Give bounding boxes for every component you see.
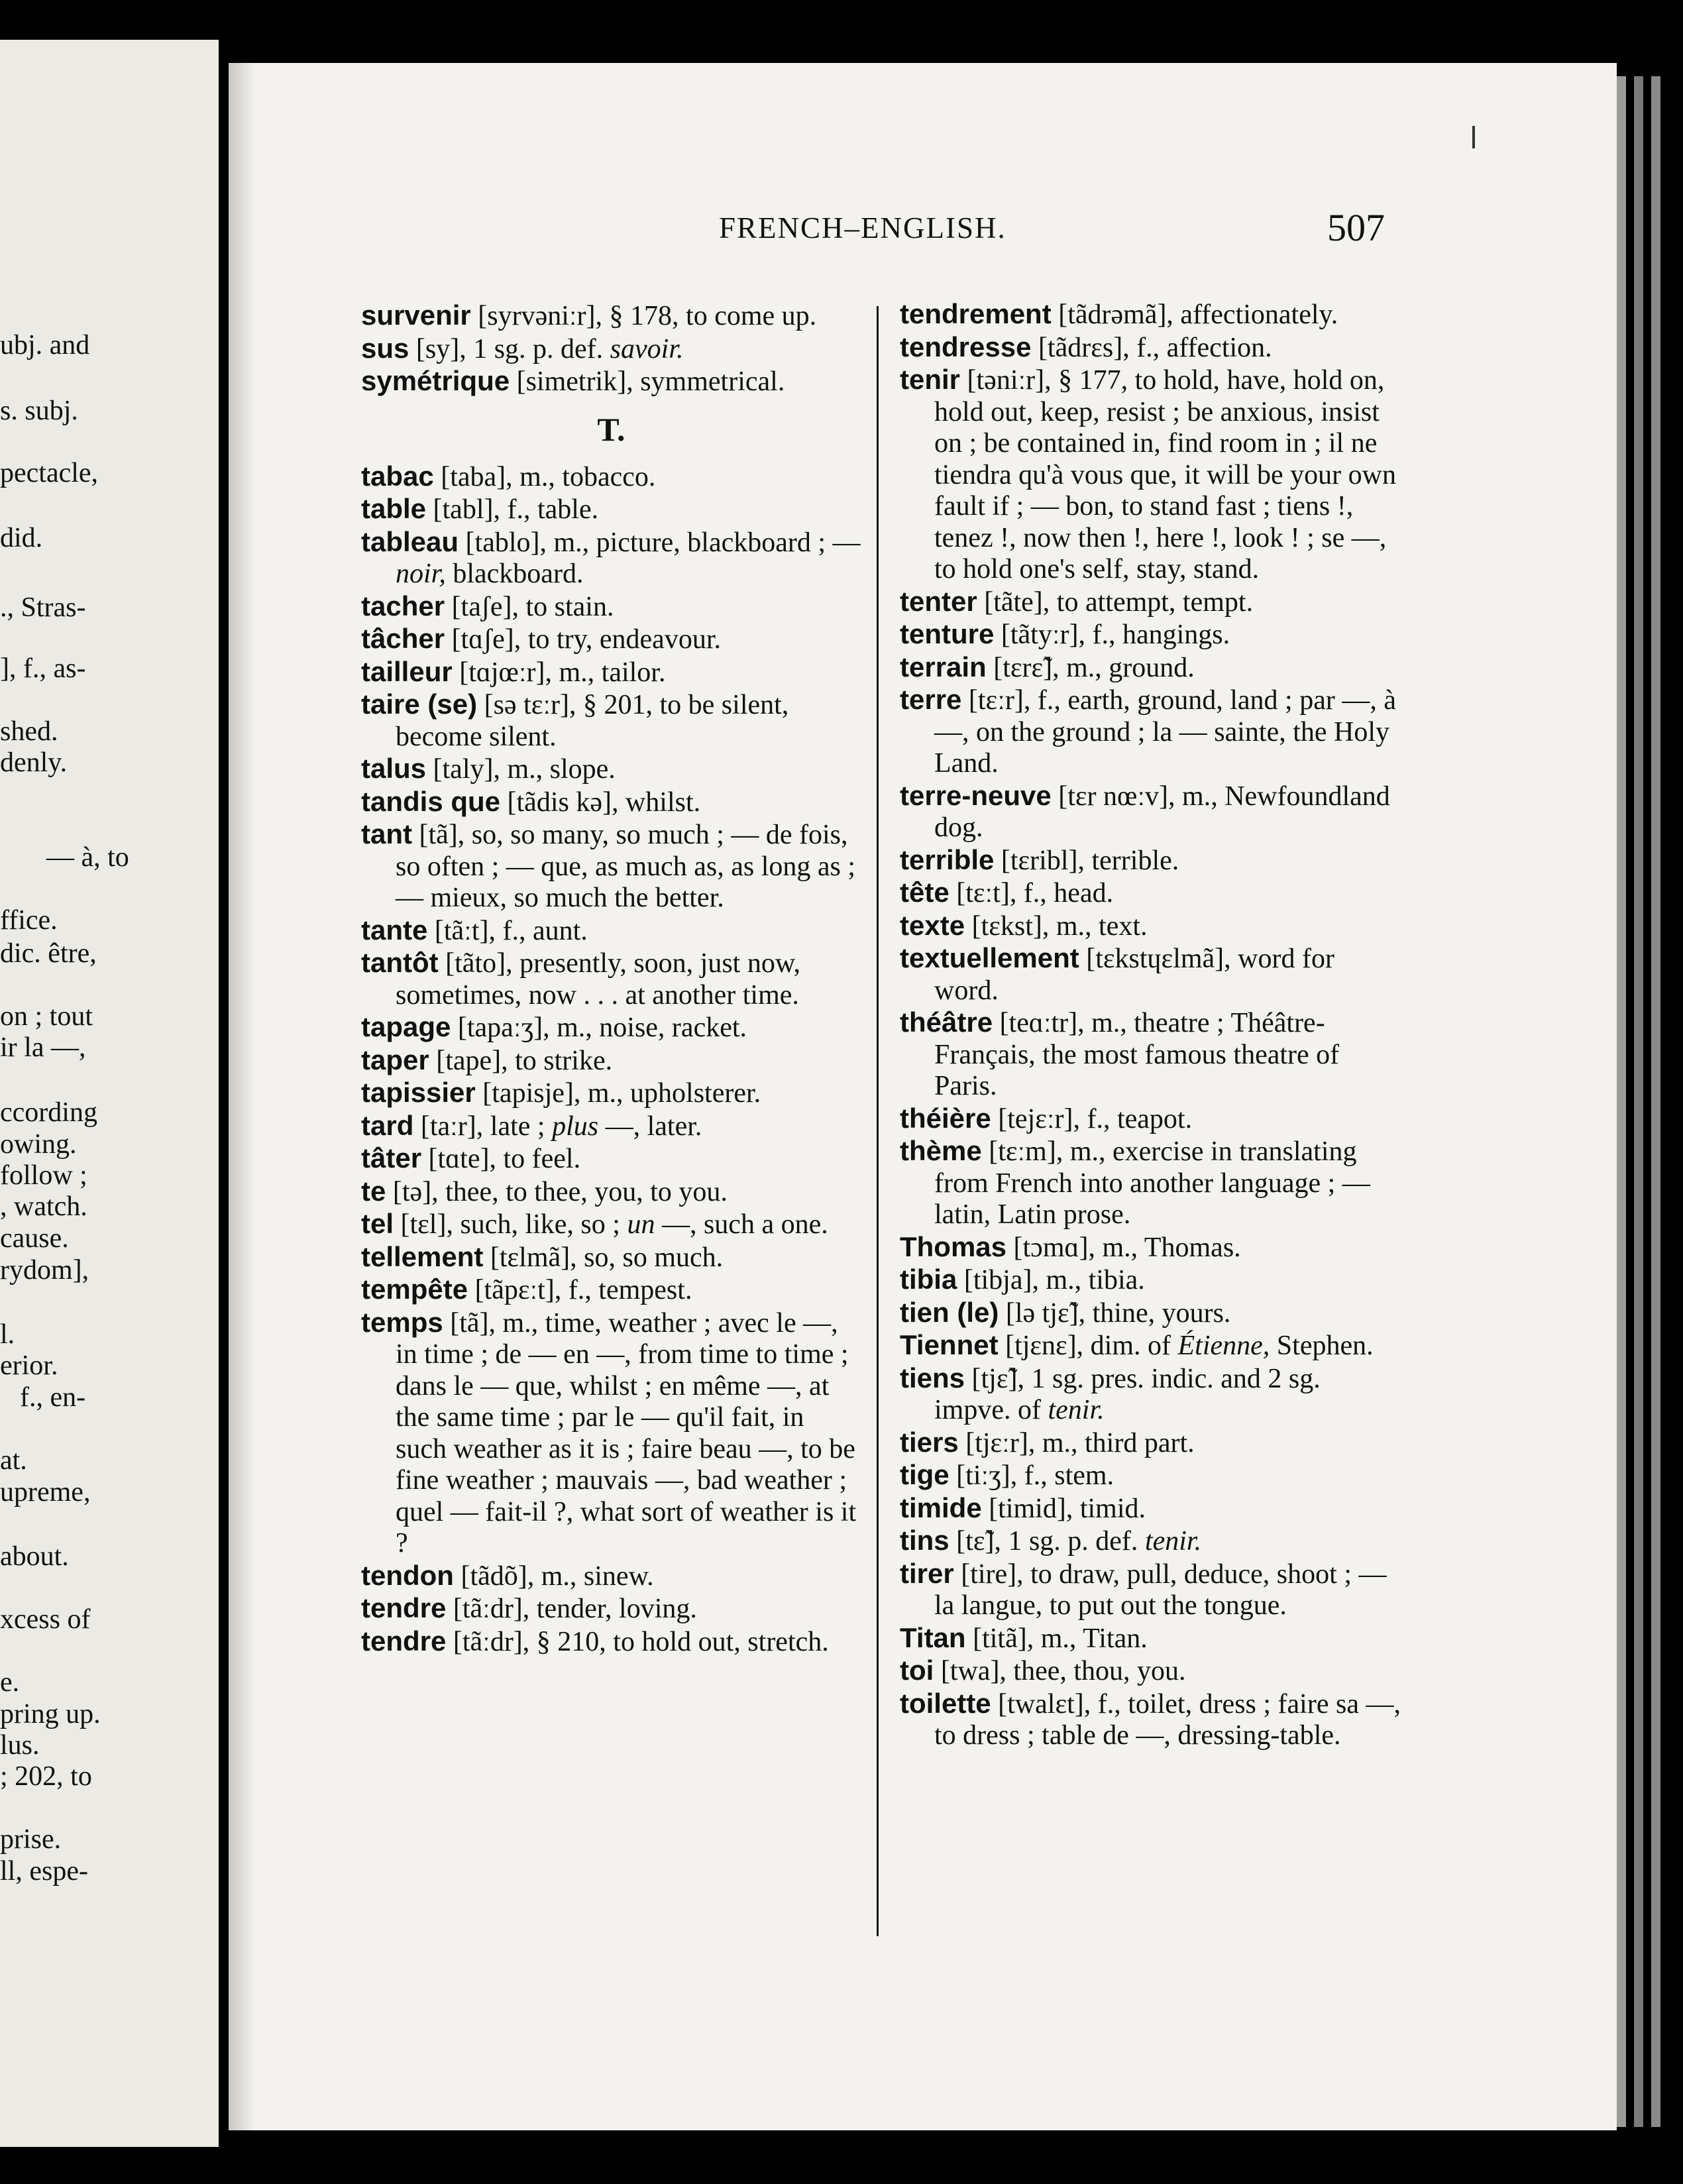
headword: tabac [361,460,434,492]
facing-page-fragment: shed. [0,716,58,747]
dictionary-entry [900,1427,1403,1460]
headword: tibia [900,1264,957,1295]
dictionary-entry [900,910,1403,943]
page-edge-stack [1634,76,1643,2127]
definition-tail: blackboard. [445,559,584,589]
headword: sus [361,332,409,364]
page-number: 507 [1327,206,1385,249]
italic-term: tenir. [1048,1395,1105,1425]
headword: thème [900,1135,982,1166]
headword: tapage [361,1011,451,1042]
definition: [tɛlmã], so, so much. [483,1242,724,1273]
dictionary-entry [900,651,1403,684]
dictionary-entry [900,1492,1403,1525]
definition: [sə tɛːr], § 201, to be silent, become silent. [396,690,789,752]
headword: tendre [361,1625,447,1657]
dictionary-entry [361,300,861,333]
dictionary-entry [361,1110,861,1143]
dictionary-entry [900,364,1403,586]
definition: [tape], to strike. [429,1045,613,1076]
facing-page-fragment: cause. [0,1223,69,1254]
facing-page-fragment: ubj. and [0,330,90,360]
dictionary-entry [900,1135,1403,1231]
dictionary-entry [900,1558,1403,1622]
dictionary-entry [900,1362,1403,1427]
definition: [tã], so, so many, so much ; — de fois, so often ; — que, as much as, as long as ; — mieux, so much the better. [396,820,856,913]
dictionary-entry [361,947,861,1011]
definition-tail: —, such a one. [655,1209,828,1240]
definition: [tire], to draw, pull, deduce, shoot ; — la langue, to put out the tongue. [934,1558,1387,1621]
dictionary-entry [361,493,861,526]
dictionary-entry [361,1307,861,1560]
dictionary-entry [361,1044,861,1077]
headword: tel [361,1208,394,1239]
column-right [900,298,1403,1752]
definition: [taʃe], to stain. [445,591,614,622]
facing-page-fragment: pectacle, [0,458,99,488]
headword: textuellement [900,942,1079,973]
headword: tenture [900,618,995,649]
headword: tenter [900,585,977,617]
headword: tâcher [361,623,445,654]
definition: [lə tjɛ̃], thine, yours. [999,1297,1231,1329]
definition: [tãdõ], m., sinew. [453,1560,654,1592]
headword: tendre [361,1592,447,1623]
dictionary-entry [900,844,1403,877]
headword: théière [900,1102,991,1134]
definition: [tɛribl], terrible. [994,845,1179,876]
headword: tien (le) [900,1296,999,1328]
dictionary-entry [900,1688,1403,1752]
definition: [tãdrəmã], affectionately. [1051,300,1338,330]
facing-page-fragment: ccording [0,1097,97,1128]
definition: [tə], thee, to thee, you, to you. [386,1176,728,1207]
headword: talus [361,753,427,784]
headword: te [361,1175,386,1207]
facing-page-fragment: lus. [0,1730,40,1761]
facing-page-fragment: pring up. [0,1699,101,1729]
definition: [tãdrɛs], f., affection. [1031,332,1272,363]
dictionary-entry [361,688,861,753]
headword: symétrique [361,365,510,396]
headword: tandis que [361,785,501,817]
facing-page-fragment: ll, espe- [0,1856,88,1886]
definition: [tã], m., time, weather ; avec le —, in time ; de — en —, from time to time ; dans le — que, whilst ; en même —, at the same time ; par le — qu'il fait, in such weather as it is ; faire beau —, to be fine weather ; mauvais —, bad weather ; quel — fait-il ?, what sort of weather is it ? [396,1307,857,1558]
definition: [tɑjœːr], m., tailor. [452,657,666,688]
dictionary-entry [900,1103,1403,1136]
definition: [tjɛːr], m., third part. [958,1427,1195,1458]
dictionary-entry [900,942,1403,1007]
headword: tenir [900,364,961,395]
facing-page-fragment: s. subj. [0,396,78,426]
headword: tâter [361,1142,422,1174]
facing-page-fragment: erior. [0,1350,58,1381]
definition: [tɛl], such, like, so ; [394,1209,627,1240]
dictionary-entry [361,914,861,948]
facing-page-fragment: dic. être, [0,938,97,969]
dictionary-entry [361,656,861,689]
headword: terre-neuve [900,779,1052,811]
headword: texte [900,909,965,941]
definition: [tɛːr], f., earth, ground, land ; par —, à —, on the ground ; la — sainte, the Holy Land. [934,685,1396,779]
facing-page [0,40,219,2147]
headword: survenir [361,300,471,331]
dictionary-entry [361,1241,861,1274]
facing-page-fragment: upreme, [0,1477,91,1507]
definition: [twa], thee, thou, you. [934,1656,1186,1686]
headword: toilette [900,1687,991,1719]
facing-page-fragment: l. [0,1319,15,1350]
headword: tailleur [361,655,453,687]
italic-term: Étienne, [1177,1331,1270,1361]
dictionary-entry [361,1208,861,1241]
italic-term: tenir. [1144,1526,1202,1556]
definition: [taly], m., slope. [426,754,616,785]
headword: tante [361,914,428,946]
dictionary-entry [361,1077,861,1110]
italic-term: noir, [396,559,446,589]
definition: [tɛkst], m., text. [965,910,1148,942]
headword: Titan [900,1621,966,1653]
headword: terrain [900,651,987,682]
italic-term: plus [552,1111,599,1142]
facing-page-fragment: owing. [0,1129,77,1160]
dictionary-entry [361,818,861,914]
definition-tail: Stephen. [1270,1331,1374,1361]
dictionary-entry [361,590,861,624]
definition: [twalɛt], f., toilet, dress ; faire sa —, to dress ; table de —, dressing-table. [934,1688,1401,1751]
headword: tête [900,877,950,908]
dictionary-entry [900,298,1403,331]
headword: tiers [900,1426,959,1458]
definition: [tãːt], f., aunt. [427,915,588,946]
definition: [tãːdr], § 210, to hold out, stretch. [446,1626,829,1657]
dictionary-entry [900,1297,1403,1330]
page-edge-stack [1617,76,1626,2127]
dictionary-entry [900,1264,1403,1297]
dictionary-entry [900,1459,1403,1492]
definition: [tabl], f., table. [426,494,599,525]
facing-page-fragment: e. [0,1667,20,1698]
facing-page-text [0,40,219,2147]
headword: tins [900,1525,950,1556]
headword: terrible [900,844,995,875]
definition: [tibja], m., tibia. [957,1265,1145,1295]
headword: terre [900,684,962,715]
running-head: FRENCH–ENGLISH. [719,211,1006,245]
dictionary-entry [900,1231,1403,1264]
definition: [tɛrɛ̃], m., ground. [986,652,1195,683]
definition: [tãte], to attempt, tempt. [977,586,1254,618]
headword: tendon [361,1559,454,1591]
dictionary-entry [361,1142,861,1175]
definition: [tɛːt], f., head. [949,878,1114,908]
definition: [tjɛ̃], 1 sg. pres. indic. and 2 sg. impve. of [934,1363,1321,1425]
dictionary-entry [361,1274,861,1307]
facing-page-fragment: ir la —, [0,1032,86,1063]
headword: tableau [361,525,459,557]
definition: [tɛːm], m., exercise in translating from French into another language ; — latin, Latin prose. [934,1136,1370,1230]
headword: tellement [361,1240,484,1272]
dictionary-entry [361,1175,861,1209]
definition: [timid], timid. [981,1493,1146,1524]
dictionary-entry [361,365,861,398]
facing-page-fragment: ffice. [0,905,58,936]
definition: [tɔmɑ], m., Thomas. [1006,1232,1241,1263]
margin-mark [1472,126,1475,148]
dictionary-entry [900,1622,1403,1655]
definition: [simetrik], symmetrical. [510,366,785,397]
facing-page-fragment: rydom], [0,1255,89,1285]
facing-page-fragment: follow ; [0,1160,87,1191]
headword: table [361,493,427,524]
facing-page-fragment: at. [0,1445,27,1476]
definition: [sy], 1 sg. p. def. [409,333,610,364]
definition: [tãpɛːt], f., tempest. [468,1275,692,1305]
definition: [tɛr nœːv], m., Newfoundland dog. [934,781,1390,843]
dictionary-entry [900,1007,1403,1103]
section-letter: T. [597,410,625,448]
dictionary-entry [900,780,1403,844]
italic-term: un [627,1209,655,1240]
page-fold-shadow [229,63,255,2130]
headword: tacher [361,590,445,622]
headword: tiens [900,1362,965,1393]
headword: tempête [361,1274,468,1305]
headword: tant [361,818,412,849]
facing-page-fragment: denly. [0,747,68,778]
definition: [tablo], m., picture, blackboard ; — [459,527,861,558]
headword: taire (se) [361,688,478,720]
headword: temps [361,1306,443,1338]
dictionary-entry [361,753,861,786]
facing-page-fragment: ], f., as- [0,653,86,684]
dictionary-entry [361,1011,861,1044]
dictionary-entry [900,684,1403,780]
definition: [tɛkstɥɛlmã], word for word. [934,944,1334,1006]
headword: toi [900,1655,934,1686]
dictionary-entry [900,1329,1403,1362]
headword: tard [361,1109,414,1141]
dictionary-entry [900,1655,1403,1688]
definition: [tɑʃe], to try, endeavour. [445,624,721,655]
facing-page-fragment: ., Stras- [0,592,86,623]
definition: [tãtyːr], f., hangings. [994,620,1230,650]
definition: [tãto], presently, soon, just now, sometimes, now . . . at another time. [396,948,800,1010]
dictionary-entry [361,1560,861,1593]
definition: [tɑte], to feel. [421,1144,581,1174]
headword: timide [900,1492,982,1523]
facing-page-fragment: on ; tout [0,1001,93,1032]
dictionary-entry [361,786,861,819]
headword: tapissier [361,1077,476,1108]
dictionary-entry [900,618,1403,651]
facing-page-fragment: about. [0,1541,69,1572]
dictionary-entry [361,461,861,494]
definition: [tiːʒ], f., stem. [949,1460,1114,1491]
dictionary-entry [361,333,861,366]
page-edge-stack [1651,76,1660,2127]
facing-page-fragment: , watch. [0,1191,87,1222]
dictionary-entry [900,1525,1403,1558]
definition-tail: —, later. [598,1111,702,1142]
definition: [təniːr], § 177, to hold, have, hold on, hold out, keep, resist ; be anxious, insist on ; be contained in, find room in ; il ne tiendra qu'à vous que, it will be your own fault if ; — bon, to stand fast ; tiens !, tenez !, now then !, here !, look ! ; se —, to hold one's self, stay, stand. [934,365,1396,584]
facing-page-fragment: did. [0,523,43,553]
facing-page-fragment: prise. [0,1824,62,1855]
definition: [tãdis kə], whilst. [500,787,701,818]
definition: [tjɛnɛ], dim. of [998,1331,1178,1361]
definition: [tapaːʒ], m., noise, racket. [451,1012,747,1043]
column-divider [877,306,879,1936]
definition: [titã], m., Titan. [965,1623,1148,1654]
italic-term: savoir. [610,333,684,364]
headword: tirer [900,1557,954,1589]
dictionary-entry [900,586,1403,619]
definition: [taːr], late ; [413,1111,553,1142]
definition: [tɛ̃], 1 sg. p. def. [949,1526,1145,1556]
dictionary-entry [361,623,861,656]
definition: [tãːdr], tender, loving. [446,1594,697,1624]
definition: [tapisje], m., upholsterer. [475,1078,761,1109]
definition: [teɑːtr], m., theatre ; Théâtre-Français, the most famous theatre of Paris. [934,1008,1340,1101]
facing-page-fragment: — à, to [46,842,129,873]
dictionary-entry [900,877,1403,910]
column-left [361,300,861,1658]
headword: Thomas [900,1230,1007,1262]
headword: tige [900,1459,950,1490]
headword: tantôt [361,947,439,978]
headword: théâtre [900,1007,993,1038]
definition: [syrvəniːr], § 178, to come up. [470,301,817,331]
dictionary-entry [361,526,861,590]
dictionary-entry [900,331,1403,364]
dictionary-entry [361,1592,861,1625]
definition: [taba], m., tobacco. [433,461,656,492]
headword: Tiennet [900,1329,999,1360]
headword: tendresse [900,331,1032,362]
definition: [tejɛːr], f., teapot. [991,1103,1193,1134]
headword: taper [361,1044,429,1075]
facing-page-fragment: xcess of [0,1604,91,1635]
facing-page-fragment: f., en- [20,1382,86,1413]
dictionary-entry [361,1625,861,1659]
headword: tendrement [900,298,1052,329]
facing-page-fragment: ; 202, to [0,1761,92,1792]
